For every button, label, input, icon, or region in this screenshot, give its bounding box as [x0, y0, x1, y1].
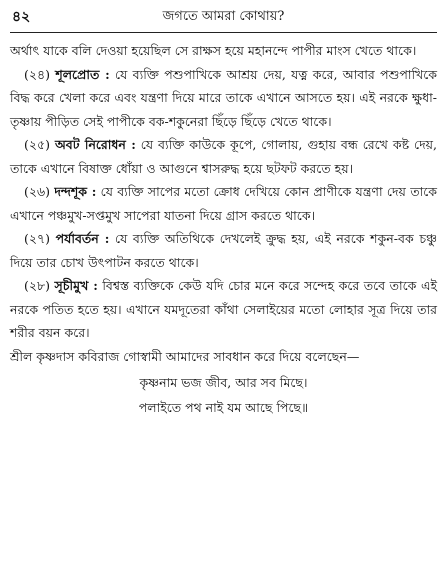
- item-number: (২৮): [24, 278, 50, 293]
- header-rule: [10, 32, 437, 33]
- paragraph-item-28: [10, 274, 437, 345]
- page-number: ৪২: [12, 9, 31, 25]
- item-text: বিশ্বস্ত ব্যক্তিকে কেউ যদি চোর মনে করে সন্দেহ করে তবে তাকে এই নরকে পতিত হতে হয়। এখানে যমদূতেরা কাঁথা সেলাইয়ের মতো লোহার সূত্র দিয়ে তার শরীর বয়ন করে।: [10, 278, 437, 340]
- item-text: যে ব্যক্তি অতিথিকে দেখলেই ক্রুদ্ধ হয়, এই নরকে শকুন-বক চঞ্চু দিয়ে তার চোখ উৎপাটন করতে থাকে।: [10, 231, 437, 270]
- item-number: (২৬): [24, 184, 51, 199]
- item-heading: শূলপ্রোত :: [55, 66, 110, 82]
- item-text: যে ব্যক্তি পশুপাখিকে আশ্রয় দেয়, যত্ন করে, আবার পশুপাখিকে বিদ্ধ করে খেলা করে এবং যন্ত্রণা দিয়ে মারে তাকে এখানে আসতে হয়। এই নরকে ক্ষুধা-তৃষ্ণায় পীড়িত সেই পাপীকে বক-শকুনেরা ছিঁড়ে ছিঁড়ে খেতে থাকে।: [10, 66, 437, 129]
- item-number: (২৭): [24, 231, 51, 246]
- paragraph-text: শ্রীল কৃষ্ণদাস কবিরাজ গোস্বামী আমাদের সাবধান করে দিয়ে বলেছেন—: [10, 348, 360, 364]
- paragraph-intro: [10, 39, 437, 63]
- paragraph-item-25: [10, 133, 437, 180]
- item-heading: সূচীমুখ :: [54, 278, 98, 293]
- verse-block: [10, 370, 437, 420]
- item-number: (২৫): [24, 137, 50, 152]
- item-heading: পর্যাবর্তন :: [55, 231, 110, 246]
- item-heading: দন্দশূক :: [54, 184, 97, 199]
- paragraph-item-24: [10, 63, 437, 134]
- item-text: যে ব্যক্তি কাউকে কূপে, গোলায়, গুহায় বন্ধ রেখে কষ্ট দেয়, তাকে এখানে বিষাক্ত ধোঁয়া ও আগুনে শ্বাসরুদ্ধ হয়ে ছটফট করতে হয়।: [10, 137, 437, 176]
- page-body: [10, 39, 437, 420]
- verse-line: পলাইতে পথ নাই যম আছে পিছে॥: [138, 400, 309, 415]
- item-heading: অবট নিরোধন :: [54, 137, 136, 152]
- paragraph-item-27: [10, 227, 437, 274]
- paragraph-item-26: [10, 180, 437, 227]
- running-title: জগতে আমরা কোথায়?: [162, 9, 285, 24]
- item-number: (২৪): [24, 66, 50, 82]
- paragraph-quote-intro: [10, 345, 437, 369]
- page-header: [10, 6, 437, 28]
- verse-line: কৃষ্ণনাম ভজ জীব, আর সব মিছে।: [139, 375, 308, 390]
- item-text: যে ব্যক্তি সাপের মতো ক্রোধ দেখিয়ে কোন প্রাণীকে যন্ত্রণা দেয় তাকে এখানে পঞ্চমুখ-সপ্তমুখ সাপেরা যাতনা দিয়ে গ্রাস করতে থাকে।: [10, 184, 437, 223]
- paragraph-text: অর্থাৎ যাকে বলি দেওয়া হয়েছিল সে রাক্ষস হয়ে মহানন্দে পাপীর মাংস খেতে থাকে।: [10, 43, 417, 58]
